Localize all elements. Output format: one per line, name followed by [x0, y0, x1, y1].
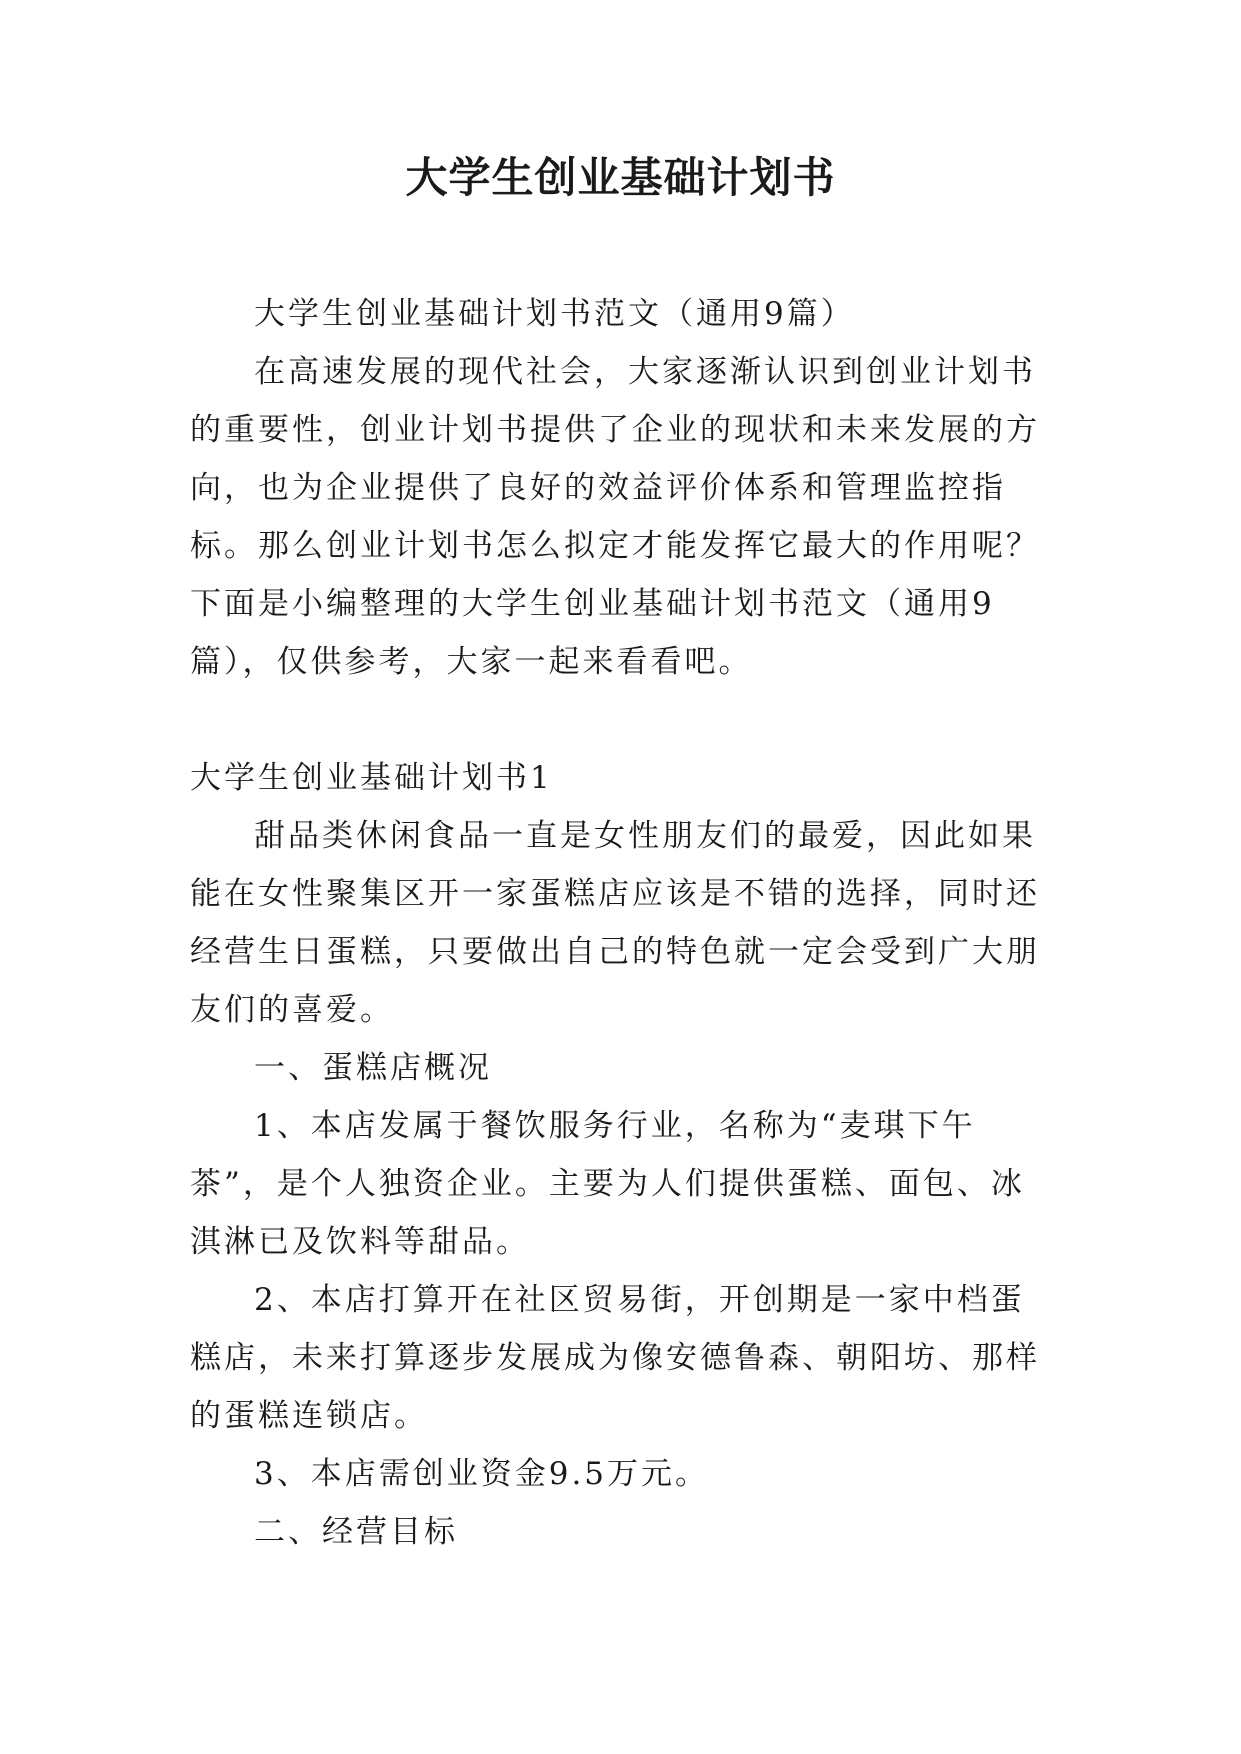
list-item-2: 2、本店打算开在社区贸易街，开创期是一家中档蛋糕店，未来打算逐步发展成为像安德鲁森、朝阳坊、那样的蛋糕连锁店。 [190, 1282, 1040, 1434]
subheading-overview: 一、蛋糕店概况 [254, 1050, 492, 1086]
section-heading: 大学生创业基础计划书1 [190, 760, 553, 796]
subtitle-paragraph: 大学生创业基础计划书范文（通用9篇） [254, 296, 855, 332]
document-title: 大学生创业基础计划书 [405, 153, 836, 202]
intro-paragraph: 在高速发展的现代社会，大家逐渐认识到创业计划书的重要性，创业计划书提供了企业的现状和未来发展的方向，也为企业提供了良好的效益评价体系和管理监控指标。那么创业计划书怎么拟定才能发挥它最大的作用呢？下面是小编整理的大学生创业基础计划书范文（通用9篇），仅供参考，大家一起来看看吧。 [190, 354, 1040, 680]
subheading-goals: 二、经营目标 [254, 1514, 458, 1550]
list-item-1: 1、本店发属于餐饮服务行业，名称为“麦琪下午茶”，是个人独资企业。主要为人们提供蛋糕、面包、冰淇淋已及饮料等甜品。 [190, 1108, 1025, 1260]
body-paragraph: 甜品类休闲食品一直是女性朋友们的最爱，因此如果能在女性聚集区开一家蛋糕店应该是不错的选择，同时还经营生日蛋糕，只要做出自己的特色就一定会受到广大朋友们的喜爱。 [190, 818, 1040, 1028]
document-body [190, 285, 1050, 1561]
list-item-3: 3、本店需创业资金9.5万元。 [254, 1456, 710, 1492]
